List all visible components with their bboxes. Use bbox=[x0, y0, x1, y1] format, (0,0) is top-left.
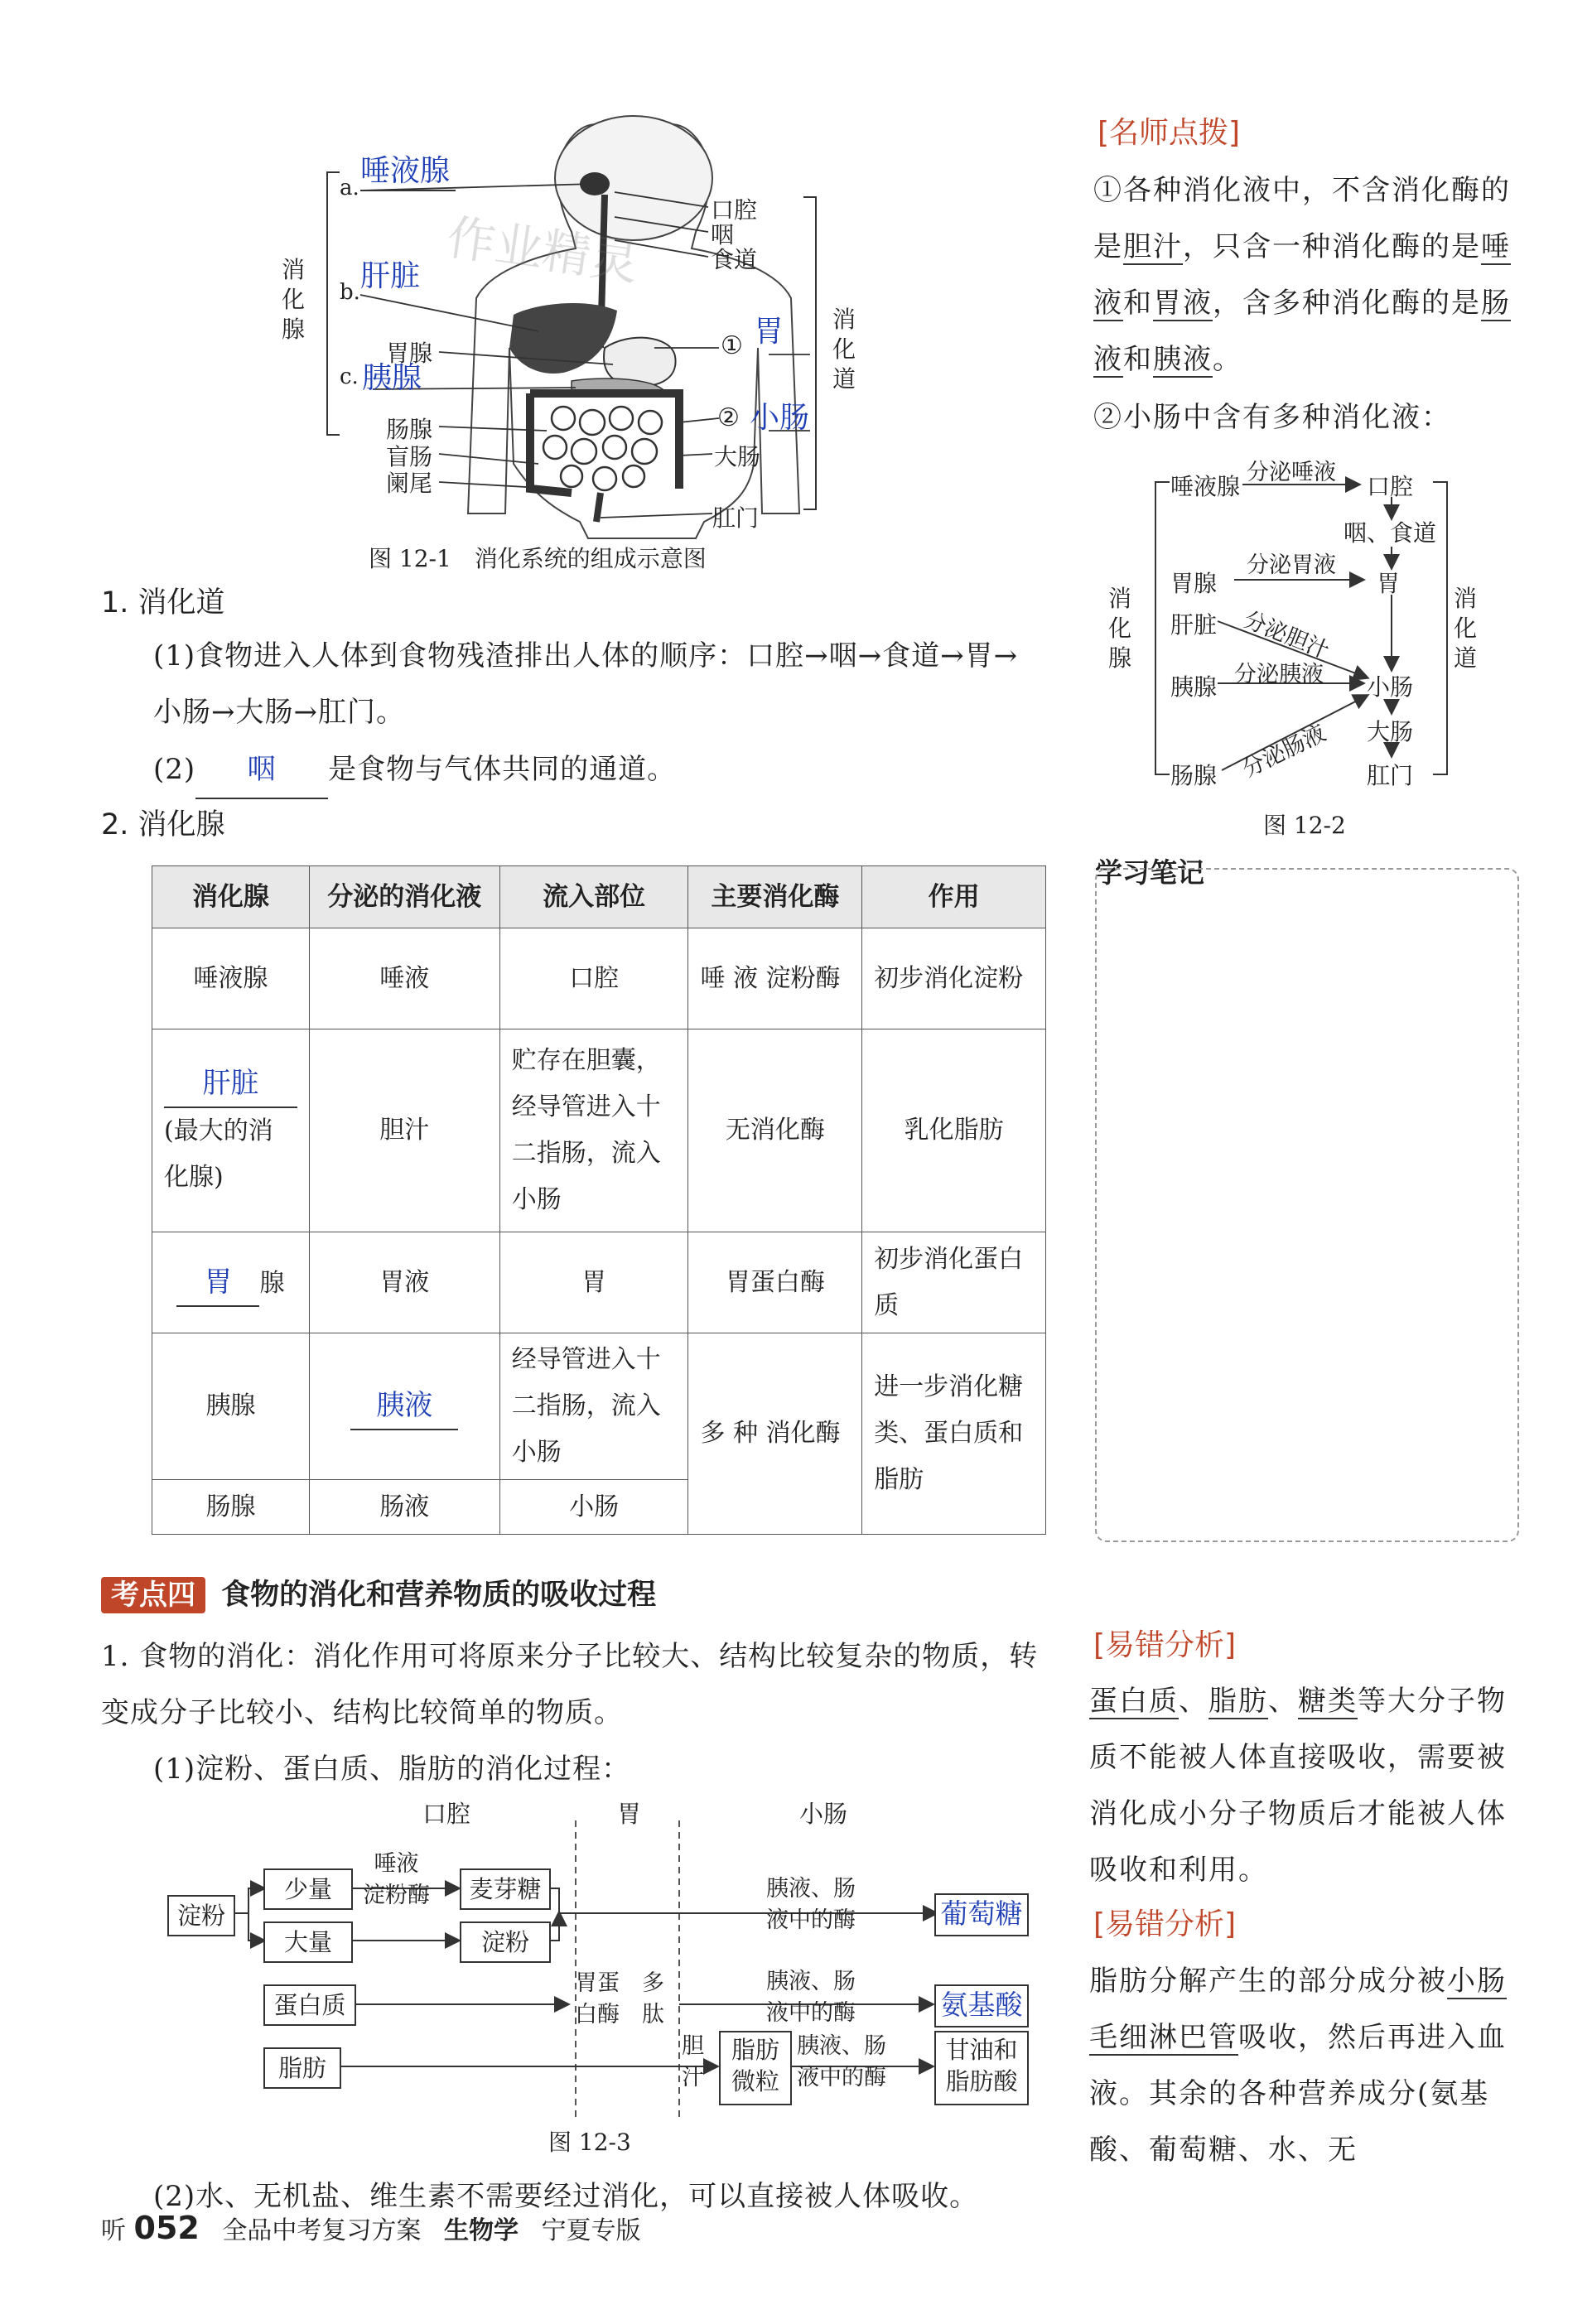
label-bile: 胆 汁 bbox=[682, 2033, 704, 2090]
fig2-secrete-bile: 分泌胆汁 bbox=[1240, 606, 1333, 664]
footer bbox=[101, 2210, 641, 2246]
label-b: b. bbox=[340, 280, 360, 305]
sidebar-title-tips: [名师点拨] bbox=[1098, 116, 1241, 150]
gland-suffix: 腺 bbox=[259, 1268, 285, 1298]
cell-site: 小肠 bbox=[499, 1480, 688, 1535]
box-maltose: 麦芽糖 bbox=[460, 1868, 551, 1910]
figure-12-3-caption: 图 12-3 bbox=[548, 2129, 631, 2156]
fig2-left-label: 消 化 腺 bbox=[1108, 585, 1132, 672]
tip-text: 。 bbox=[1213, 343, 1242, 376]
fig2-intestinal-gland: 肠腺 bbox=[1170, 762, 1218, 789]
header-enzyme: 主要消化酶 bbox=[688, 866, 862, 928]
answer-a-salivary: 唾液腺 bbox=[360, 147, 456, 191]
fig2-mouth: 口腔 bbox=[1367, 473, 1414, 500]
left-group-label: 消 化 腺 bbox=[282, 256, 306, 343]
cell-function-shared: 进一步消化糖类、蛋白质和脂肪 bbox=[862, 1333, 1046, 1535]
fig2-small-intestine: 小肠 bbox=[1367, 673, 1414, 701]
zone-small-intestine: 小肠 bbox=[799, 1800, 848, 1828]
glands-heading: 2. 消化腺 bbox=[101, 808, 225, 841]
cell-site: 口腔 bbox=[499, 928, 688, 1029]
tip-keyword: 肠液 bbox=[1093, 287, 1511, 376]
cell-juice: 胃液 bbox=[309, 1232, 499, 1333]
section4-title: 食物的消化和营养物质的吸收过程 bbox=[221, 1579, 657, 1612]
page-number: 052 bbox=[133, 2210, 200, 2246]
box-glucose: 葡萄糖 bbox=[934, 1893, 1029, 1936]
tip-text: ①各种消化液中，不含消化酶的是 bbox=[1093, 174, 1511, 263]
zone-mouth: 口腔 bbox=[422, 1800, 471, 1828]
error-keyword: 蛋白质 bbox=[1089, 1685, 1179, 1718]
cell-gland: 胰腺 bbox=[152, 1333, 310, 1480]
label-saliva-amylase: 唾液 淀粉酶 bbox=[363, 1851, 430, 1908]
section4-paragraph-2: (1)淀粉、蛋白质、脂肪的消化过程： bbox=[153, 1753, 631, 1786]
marker-2: ② bbox=[717, 403, 740, 432]
fig2-right-label: 消 化 道 bbox=[1454, 585, 1478, 672]
label-enzyme-2: 胰液、肠 液中的酶 bbox=[766, 1969, 856, 2026]
marker-1: ① bbox=[721, 331, 743, 360]
header-juice: 分泌的消化液 bbox=[309, 866, 499, 928]
box-starch: 淀粉 bbox=[167, 1895, 235, 1936]
error-keyword: 糖类 bbox=[1298, 1685, 1358, 1718]
error-text: 、 bbox=[1179, 1685, 1208, 1718]
header-site: 流入部位 bbox=[499, 866, 688, 928]
label-enzyme-1: 胰液、肠 液中的酶 bbox=[766, 1876, 856, 1933]
esophagus-label: 食道 bbox=[711, 246, 758, 273]
header-function: 作用 bbox=[862, 866, 1046, 928]
fig2-anus: 肛门 bbox=[1367, 762, 1414, 789]
tract-paragraph-1: (1)食物进入人体到食物残渣排出人体的顺序：口腔→咽→食道→胃→小肠→大肠→肛门。 bbox=[153, 639, 1019, 729]
fig2-stomach-gland: 胃腺 bbox=[1170, 570, 1218, 597]
fig2-liver: 肝脏 bbox=[1170, 611, 1218, 639]
box-glycerol-fatty-acid: 甘油和 脂肪酸 bbox=[934, 2031, 1029, 2105]
fig2-secrete-intestinal: 分泌肠液 bbox=[1237, 720, 1330, 783]
cell-site: 经导管进入十二指肠，流入小肠 bbox=[499, 1333, 688, 1480]
cell-function: 初步消化淀粉 bbox=[862, 928, 1046, 1029]
label-a: a. bbox=[340, 176, 359, 200]
box-starch-2: 淀粉 bbox=[460, 1921, 551, 1963]
tip-keyword: 胃液 bbox=[1153, 287, 1213, 320]
label-enzyme-3: 胰液、肠 液中的酶 bbox=[797, 2033, 886, 2090]
label-polypeptide: 多 肽 bbox=[642, 1970, 664, 2027]
fig2-stomach: 胃 bbox=[1377, 570, 1401, 597]
figure-12-1-caption: 图 12-1 消化系统的组成示意图 bbox=[369, 545, 707, 572]
appendix-label: 阑尾 bbox=[386, 470, 433, 497]
error-text: 吸收，然后再进入血液。其余的各种营养成分(氨基酸、葡萄糖、水、无 bbox=[1089, 2021, 1507, 2167]
box-fat-droplet: 脂肪 微粒 bbox=[719, 2031, 792, 2105]
error-keyword: 小肠毛细淋巴管 bbox=[1089, 1965, 1507, 2054]
fig2-pharynx-esophagus: 咽、食道 bbox=[1344, 519, 1437, 547]
box-protein: 蛋白质 bbox=[263, 1984, 356, 2026]
pharynx-label: 咽 bbox=[711, 221, 735, 248]
p2-answer: 咽 bbox=[195, 741, 328, 799]
tip-text: ，只含一种消化酶的是 bbox=[1183, 230, 1481, 263]
cell-enzyme: 胃蛋白酶 bbox=[688, 1232, 862, 1333]
zone-stomach: 胃 bbox=[617, 1800, 642, 1828]
notes-title: 学习笔记 bbox=[1095, 856, 1204, 889]
tip-text: ，含多种消化酶的是 bbox=[1213, 287, 1481, 320]
fig2-secrete-saliva: 分泌唾液 bbox=[1247, 460, 1336, 485]
box-amino-acid: 氨基酸 bbox=[934, 1984, 1029, 2027]
fig2-secrete-pancreatic: 分泌胰液 bbox=[1234, 662, 1324, 687]
box-small-amount: 少量 bbox=[263, 1868, 353, 1910]
error-text: 、 bbox=[1268, 1685, 1298, 1718]
label-c: c. bbox=[340, 364, 359, 389]
liver-note: (最大的消化腺) bbox=[164, 1116, 273, 1192]
tract-heading: 1. 消化道 bbox=[101, 586, 225, 620]
cell-juice: 肠液 bbox=[309, 1480, 499, 1535]
answer-c-pancreas: 胰腺 bbox=[362, 361, 422, 395]
sidebar-error-p1 bbox=[1089, 1673, 1524, 1898]
section4-paragraph-1: 1. 食物的消化：消化作用可将原来分子比较大、结构比较复杂的物质，转变成分子比较小、结构比较简单的物质。 bbox=[101, 1640, 1039, 1729]
liver-answer: 肝脏 bbox=[164, 1060, 297, 1108]
answer-small-intestine: 小肠 bbox=[750, 401, 810, 435]
error-text: 脂肪分解产生的部分成分被 bbox=[1089, 1965, 1447, 1998]
error-keyword: 脂肪 bbox=[1208, 1685, 1268, 1718]
cell-juice: 胆汁 bbox=[309, 1029, 499, 1232]
large-intestine-label: 大肠 bbox=[714, 443, 761, 470]
section4-badge: 考点四 bbox=[101, 1577, 205, 1613]
tip-text: 和 bbox=[1123, 343, 1153, 376]
p2-suffix: 是食物与气体共同的通道。 bbox=[328, 753, 677, 786]
tip-keyword: 胰液 bbox=[1153, 343, 1213, 376]
cecum-label: 盲肠 bbox=[386, 443, 433, 470]
header-gland: 消化腺 bbox=[152, 866, 310, 928]
fig2-pancreas: 胰腺 bbox=[1170, 673, 1218, 701]
watermark: 作业精灵 bbox=[443, 209, 642, 292]
sidebar-error-p2 bbox=[1089, 1953, 1524, 2178]
sidebar-title-error-2: [易错分析] bbox=[1093, 1907, 1237, 1941]
stomach-gland-label: 胃腺 bbox=[386, 340, 433, 367]
fig2-secrete-gastric: 分泌胃液 bbox=[1247, 552, 1336, 578]
cell-juice: 唾液 bbox=[309, 928, 499, 1029]
cell-function: 初步消化蛋白质 bbox=[862, 1232, 1046, 1333]
p2-prefix: (2) bbox=[153, 753, 196, 786]
answer-b-liver: 肝脏 bbox=[360, 259, 421, 293]
edition: 宁夏专版 bbox=[541, 2216, 641, 2245]
answer-stomach: 胃 bbox=[754, 315, 784, 349]
figure-12-2-caption: 图 12-2 bbox=[1263, 812, 1346, 839]
cell-gland: 肠腺 bbox=[152, 1480, 310, 1535]
cell-site: 贮存在胆囊，经导管进入十二指肠，流入小肠 bbox=[499, 1029, 688, 1232]
cell-enzyme: 唾 液 淀粉酶 bbox=[688, 928, 862, 1029]
mouth-label: 口腔 bbox=[711, 196, 758, 224]
book-title: 全品中考复习方案 bbox=[222, 2216, 422, 2245]
cell-site: 胃 bbox=[499, 1232, 688, 1333]
error-text: 等大分子物质不能被人体直接吸收，需要被消化成小分子物质后才能被人体吸收和利用。 bbox=[1089, 1685, 1507, 1887]
box-large-amount: 大量 bbox=[263, 1921, 353, 1963]
subject: 生物学 bbox=[443, 2216, 519, 2245]
tip-keyword: 胆汁 bbox=[1123, 230, 1183, 263]
tip-text: 和 bbox=[1123, 287, 1153, 320]
stomach-gland-answer: 胃 bbox=[176, 1259, 259, 1307]
section4-paragraph-3: (2)水、无机盐、维生素不需要经过消化，可以直接被人体吸收。 bbox=[153, 2180, 979, 2213]
cell-enzyme-shared: 多 种 消化酶 bbox=[688, 1333, 862, 1535]
page-prefix: 听 bbox=[101, 2216, 126, 2245]
right-group-label: 消 化 道 bbox=[832, 306, 856, 393]
cell-enzyme: 无消化酶 bbox=[688, 1029, 862, 1232]
cell-function: 乳化脂肪 bbox=[862, 1029, 1046, 1232]
fig2-large-intestine: 大肠 bbox=[1367, 718, 1414, 745]
sidebar-tips-p2: ②小肠中含有多种消化液： bbox=[1093, 401, 1451, 434]
sidebar-title-error-1: [易错分析] bbox=[1093, 1628, 1237, 1662]
pancreatic-juice-answer: 胰液 bbox=[350, 1382, 458, 1430]
cell-gland: 唾液腺 bbox=[152, 928, 310, 1029]
intestinal-gland-label: 肠腺 bbox=[386, 416, 433, 443]
fig2-salivary: 唾液腺 bbox=[1170, 473, 1241, 500]
anus-label: 肛门 bbox=[712, 504, 760, 532]
box-fat: 脂肪 bbox=[263, 2047, 341, 2089]
label-pepsin: 胃蛋 白酶 bbox=[575, 1970, 620, 2027]
tip-keyword: 唾液 bbox=[1093, 230, 1511, 320]
